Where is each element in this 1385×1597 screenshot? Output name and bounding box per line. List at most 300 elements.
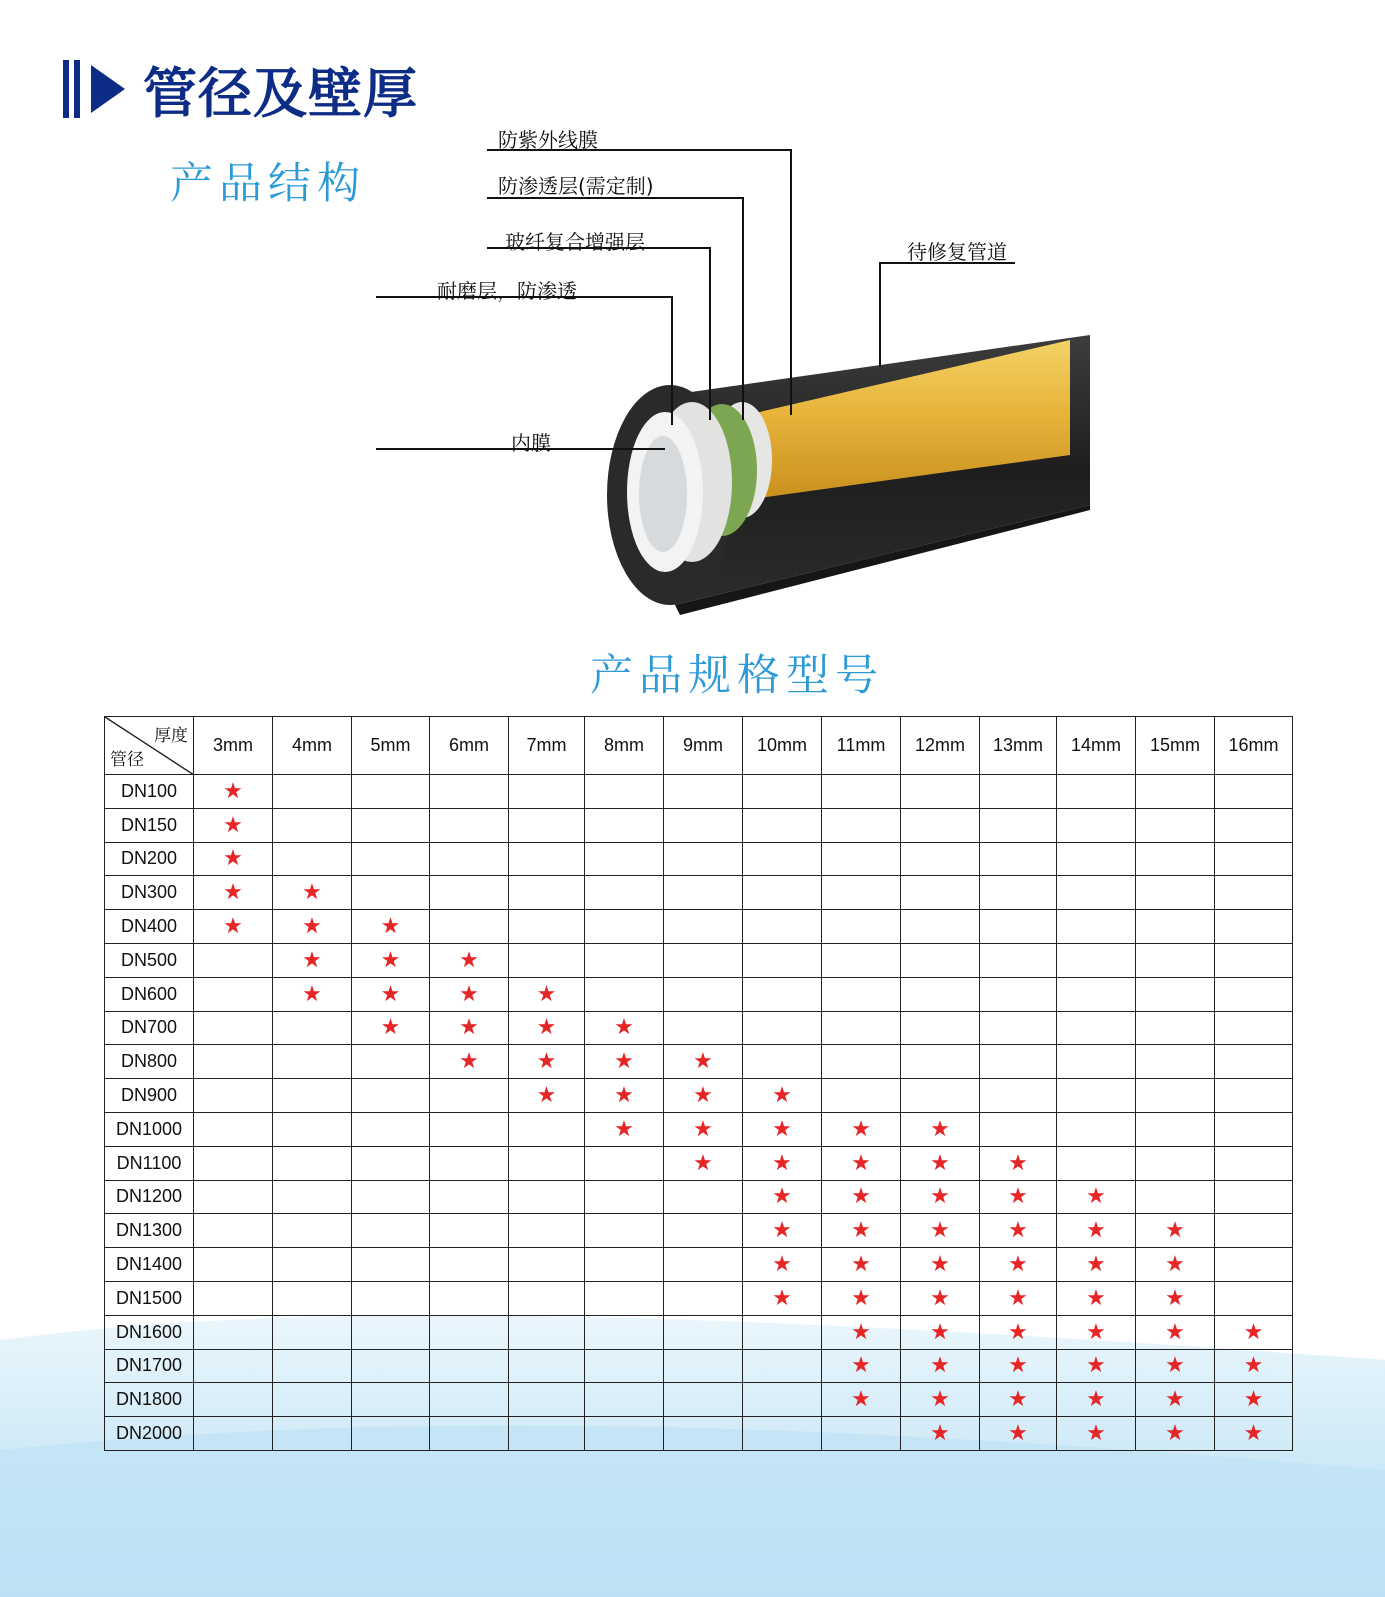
star-icon: ★	[1008, 1318, 1028, 1344]
spec-cell	[980, 1383, 1057, 1417]
spec-cell	[901, 842, 980, 876]
spec-cell	[509, 1248, 585, 1282]
row-header-diameter: DN1700	[105, 1349, 194, 1383]
table-body	[105, 775, 1293, 1451]
spec-cell	[352, 808, 430, 842]
spec-cell	[1057, 1417, 1136, 1451]
spec-cell	[352, 977, 430, 1011]
spec-cell	[901, 1349, 980, 1383]
spec-cell	[585, 1112, 664, 1146]
star-icon: ★	[930, 1115, 950, 1141]
star-icon: ★	[223, 845, 243, 871]
spec-cell	[352, 842, 430, 876]
spec-cell	[194, 1180, 273, 1214]
spec-cell	[585, 842, 664, 876]
star-icon: ★	[1165, 1251, 1185, 1277]
table-row	[105, 1214, 1293, 1248]
star-icon: ★	[930, 1386, 950, 1412]
play-arrow-icon	[91, 65, 125, 113]
spec-cell	[980, 775, 1057, 809]
column-header: 15mm	[1136, 717, 1215, 775]
star-icon: ★	[536, 1014, 557, 1040]
spec-cell	[430, 1214, 509, 1248]
spec-cell	[352, 1146, 430, 1180]
star-icon: ★	[1008, 1217, 1028, 1243]
spec-cell	[743, 1417, 822, 1451]
star-icon: ★	[851, 1352, 871, 1378]
star-icon: ★	[614, 1048, 634, 1074]
spec-cell	[585, 1349, 664, 1383]
star-icon: ★	[772, 1251, 792, 1277]
star-icon: ★	[1243, 1420, 1264, 1446]
spec-cell	[1057, 1248, 1136, 1282]
spec-cell	[352, 1281, 430, 1315]
spec-cell	[743, 1248, 822, 1282]
label-uv-film: 防紫外线膜	[498, 128, 598, 152]
spec-cell	[822, 910, 901, 944]
table-row	[105, 1146, 1293, 1180]
label-wear-layer: 耐磨层，防渗透	[437, 279, 577, 303]
spec-cell	[822, 1248, 901, 1282]
star-icon: ★	[1086, 1251, 1106, 1277]
spec-cell	[664, 1248, 743, 1282]
star-icon: ★	[1086, 1217, 1106, 1243]
spec-cell	[273, 775, 352, 809]
spec-cell	[430, 1315, 509, 1349]
corner-label-diameter: 管径	[110, 750, 144, 770]
spec-cell	[509, 1214, 585, 1248]
pipe-bore	[639, 436, 687, 552]
spec-cell	[980, 1079, 1057, 1113]
star-icon: ★	[223, 777, 243, 803]
star-icon: ★	[772, 1149, 792, 1175]
header-bar-left	[63, 60, 69, 118]
spec-cell	[509, 842, 585, 876]
column-header: 8mm	[585, 717, 664, 775]
spec-cell	[1136, 1315, 1215, 1349]
spec-cell	[352, 1011, 430, 1045]
row-header-diameter: DN2000	[105, 1417, 194, 1451]
spec-cell	[664, 775, 743, 809]
star-icon: ★	[1008, 1352, 1028, 1378]
spec-cell	[901, 1214, 980, 1248]
spec-cell	[509, 1315, 585, 1349]
star-icon: ★	[614, 1014, 634, 1040]
spec-cell	[822, 1079, 901, 1113]
spec-cell	[585, 1315, 664, 1349]
spec-cell	[273, 1011, 352, 1045]
spec-cell	[664, 1383, 743, 1417]
spec-cell	[901, 876, 980, 910]
spec-cell	[1215, 1281, 1293, 1315]
column-header: 16mm	[1215, 717, 1293, 775]
spec-cell	[352, 910, 430, 944]
spec-cell	[1057, 1146, 1136, 1180]
spec-cell	[1057, 1045, 1136, 1079]
spec-cell	[980, 1146, 1057, 1180]
table-row	[105, 1011, 1293, 1045]
spec-cell	[664, 1214, 743, 1248]
spec-cell	[352, 1045, 430, 1079]
spec-cell	[194, 1214, 273, 1248]
spec-cell	[273, 943, 352, 977]
spec-cell	[430, 1146, 509, 1180]
star-icon: ★	[1165, 1318, 1185, 1344]
row-header-diameter: DN700	[105, 1011, 194, 1045]
star-icon: ★	[459, 980, 479, 1006]
spec-cell	[822, 1045, 901, 1079]
table-row	[105, 1349, 1293, 1383]
spec-cell	[980, 1248, 1057, 1282]
spec-cell	[273, 1214, 352, 1248]
spec-cell	[1215, 1248, 1293, 1282]
star-icon: ★	[536, 1048, 557, 1074]
spec-cell	[664, 1315, 743, 1349]
spec-cell	[1136, 1417, 1215, 1451]
table-row	[105, 808, 1293, 842]
star-icon: ★	[302, 946, 322, 972]
spec-cell	[980, 1214, 1057, 1248]
table-row	[105, 1281, 1293, 1315]
spec-cell	[194, 1146, 273, 1180]
star-icon: ★	[1086, 1420, 1106, 1446]
column-header: 5mm	[352, 717, 430, 775]
row-header-diameter: DN1600	[105, 1315, 194, 1349]
spec-cell	[585, 1079, 664, 1113]
spec-cell	[1136, 1281, 1215, 1315]
spec-cell	[194, 1248, 273, 1282]
column-header: 4mm	[273, 717, 352, 775]
star-icon: ★	[1243, 1386, 1264, 1412]
spec-cell	[743, 1079, 822, 1113]
spec-cell	[980, 1315, 1057, 1349]
spec-cell	[194, 943, 273, 977]
spec-cell	[1136, 1079, 1215, 1113]
spec-cell	[1215, 808, 1293, 842]
spec-cell	[194, 910, 273, 944]
header-bar-right	[74, 60, 80, 118]
spec-cell	[430, 1079, 509, 1113]
spec-cell	[1215, 1417, 1293, 1451]
spec-cell	[430, 808, 509, 842]
spec-cell	[194, 977, 273, 1011]
spec-cell	[1057, 1281, 1136, 1315]
spec-cell	[743, 910, 822, 944]
spec-cell	[430, 876, 509, 910]
spec-cell	[430, 977, 509, 1011]
spec-cell	[743, 1315, 822, 1349]
spec-cell	[822, 1417, 901, 1451]
star-icon: ★	[223, 913, 243, 939]
spec-cell	[352, 1079, 430, 1113]
spec-cell	[273, 1315, 352, 1349]
spec-cell	[980, 1281, 1057, 1315]
spec-cell	[1215, 1383, 1293, 1417]
star-icon: ★	[930, 1217, 950, 1243]
star-icon: ★	[772, 1284, 792, 1310]
spec-cell	[1057, 1349, 1136, 1383]
spec-cell	[901, 1180, 980, 1214]
label-glass-fiber-layer: 玻纤复合增强层	[505, 230, 645, 254]
star-icon: ★	[851, 1386, 871, 1412]
spec-cell	[194, 1349, 273, 1383]
spec-cell	[822, 842, 901, 876]
table-row	[105, 1315, 1293, 1349]
spec-cell	[585, 943, 664, 977]
spec-cell	[664, 808, 743, 842]
spec-cell	[901, 1383, 980, 1417]
label-host-pipe: 待修复管道	[907, 240, 1007, 264]
spec-cell	[509, 775, 585, 809]
spec-cell	[664, 943, 743, 977]
spec-cell	[430, 1349, 509, 1383]
spec-cell	[273, 1248, 352, 1282]
spec-cell	[743, 808, 822, 842]
spec-cell	[1215, 1349, 1293, 1383]
spec-cell	[664, 1146, 743, 1180]
spec-cell	[822, 943, 901, 977]
star-icon: ★	[1086, 1284, 1106, 1310]
column-header: 13mm	[980, 717, 1057, 775]
spec-cell	[1136, 910, 1215, 944]
spec-cell	[1057, 1011, 1136, 1045]
spec-cell	[1136, 808, 1215, 842]
spec-cell	[509, 1045, 585, 1079]
star-icon: ★	[772, 1217, 792, 1243]
spec-cell	[273, 876, 352, 910]
spec-cell	[585, 1383, 664, 1417]
spec-cell	[509, 1383, 585, 1417]
spec-cell	[664, 977, 743, 1011]
spec-cell	[585, 1214, 664, 1248]
star-icon: ★	[930, 1318, 950, 1344]
star-icon: ★	[1165, 1386, 1185, 1412]
row-header-diameter: DN1300	[105, 1214, 194, 1248]
star-icon: ★	[930, 1183, 950, 1209]
spec-cell	[509, 876, 585, 910]
spec-cell	[1215, 943, 1293, 977]
column-header: 11mm	[822, 717, 901, 775]
spec-cell	[901, 1248, 980, 1282]
page-header	[63, 58, 418, 125]
spec-cell	[352, 1417, 430, 1451]
spec-cell	[585, 910, 664, 944]
spec-cell	[901, 1045, 980, 1079]
row-header-diameter: DN1000	[105, 1112, 194, 1146]
spec-cell	[273, 1180, 352, 1214]
star-icon: ★	[772, 1082, 792, 1108]
column-header: 6mm	[430, 717, 509, 775]
spec-cell	[585, 1180, 664, 1214]
spec-cell	[430, 1417, 509, 1451]
spec-cell	[585, 1146, 664, 1180]
spec-cell	[352, 1112, 430, 1146]
row-header-diameter: DN400	[105, 910, 194, 944]
spec-cell	[194, 1079, 273, 1113]
column-header: 10mm	[743, 717, 822, 775]
spec-cell	[273, 1417, 352, 1451]
table-row	[105, 910, 1293, 944]
star-icon: ★	[614, 1082, 634, 1108]
spec-cell	[1215, 775, 1293, 809]
spec-cell	[1057, 1180, 1136, 1214]
spec-cell	[901, 1146, 980, 1180]
spec-cell	[273, 1383, 352, 1417]
column-header: 3mm	[194, 717, 273, 775]
spec-cell	[1136, 1045, 1215, 1079]
star-icon: ★	[459, 1048, 479, 1074]
spec-cell	[509, 1281, 585, 1315]
spec-cell	[273, 1079, 352, 1113]
star-icon: ★	[380, 1014, 401, 1040]
spec-cell	[1136, 1011, 1215, 1045]
spec-cell	[194, 775, 273, 809]
spec-cell	[980, 1112, 1057, 1146]
label-inner-film: 内膜	[511, 431, 551, 455]
row-header-diameter: DN1800	[105, 1383, 194, 1417]
spec-cell	[1136, 1214, 1215, 1248]
spec-cell	[1215, 1112, 1293, 1146]
star-icon: ★	[380, 946, 401, 972]
spec-cell	[743, 977, 822, 1011]
spec-cell	[901, 1112, 980, 1146]
spec-cell	[509, 943, 585, 977]
spec-cell	[664, 1281, 743, 1315]
spec-cell	[743, 943, 822, 977]
row-header-diameter: DN150	[105, 808, 194, 842]
spec-cell	[822, 876, 901, 910]
spec-cell	[1057, 1383, 1136, 1417]
spec-cell	[743, 1045, 822, 1079]
column-header: 14mm	[1057, 717, 1136, 775]
star-icon: ★	[1086, 1386, 1106, 1412]
spec-cell	[1136, 1349, 1215, 1383]
spec-cell	[901, 1417, 980, 1451]
row-header-diameter: DN300	[105, 876, 194, 910]
spec-cell	[822, 1011, 901, 1045]
spec-cell	[980, 808, 1057, 842]
spec-cell	[1215, 1214, 1293, 1248]
spec-cell	[194, 1011, 273, 1045]
structure-section-title: 产品结构	[170, 159, 366, 209]
spec-cell	[1136, 775, 1215, 809]
page-title: 管径及壁厚	[143, 61, 418, 125]
spec-cell	[743, 1281, 822, 1315]
spec-cell	[743, 1112, 822, 1146]
spec-cell	[194, 1045, 273, 1079]
spec-cell	[980, 1417, 1057, 1451]
spec-cell	[822, 977, 901, 1011]
spec-cell	[822, 808, 901, 842]
spec-cell	[743, 775, 822, 809]
star-icon: ★	[1008, 1183, 1028, 1209]
spec-section-title: 产品规格型号	[590, 651, 884, 701]
spec-cell	[352, 943, 430, 977]
star-icon: ★	[459, 946, 479, 972]
spec-cell	[273, 808, 352, 842]
star-icon: ★	[302, 913, 322, 939]
spec-cell	[822, 775, 901, 809]
spec-cell	[194, 1112, 273, 1146]
spec-cell	[1215, 1180, 1293, 1214]
spec-cell	[585, 1045, 664, 1079]
table-row	[105, 943, 1293, 977]
star-icon: ★	[223, 811, 243, 837]
spec-cell	[430, 1112, 509, 1146]
label-anti-seep-layer: 防渗透层(需定制)	[498, 174, 654, 198]
star-icon: ★	[851, 1149, 871, 1175]
star-icon: ★	[302, 879, 322, 905]
spec-cell	[664, 910, 743, 944]
spec-cell	[1215, 1045, 1293, 1079]
row-header-diameter: DN600	[105, 977, 194, 1011]
star-icon: ★	[1165, 1420, 1185, 1446]
table-row	[105, 842, 1293, 876]
spec-cell	[743, 1214, 822, 1248]
spec-cell	[1057, 1112, 1136, 1146]
spec-cell	[901, 1281, 980, 1315]
spec-cell	[585, 1417, 664, 1451]
star-icon: ★	[459, 1014, 479, 1040]
row-header-diameter: DN1100	[105, 1146, 194, 1180]
spec-cell	[194, 1383, 273, 1417]
spec-cell	[352, 1248, 430, 1282]
spec-cell	[509, 1180, 585, 1214]
spec-cell	[1136, 1146, 1215, 1180]
spec-cell	[1215, 876, 1293, 910]
table-corner-cell	[105, 717, 194, 775]
spec-cell	[664, 842, 743, 876]
spec-cell	[509, 1417, 585, 1451]
spec-cell	[1057, 943, 1136, 977]
spec-cell	[1215, 1079, 1293, 1113]
spec-cell	[430, 1281, 509, 1315]
spec-cell	[980, 943, 1057, 977]
spec-cell	[743, 1180, 822, 1214]
spec-cell	[1136, 842, 1215, 876]
spec-cell	[430, 1180, 509, 1214]
spec-cell	[901, 775, 980, 809]
spec-cell	[273, 842, 352, 876]
star-icon: ★	[930, 1420, 950, 1446]
star-icon: ★	[693, 1048, 713, 1074]
spec-cell	[194, 842, 273, 876]
spec-cell	[1215, 977, 1293, 1011]
spec-cell	[1215, 1146, 1293, 1180]
spec-cell	[901, 943, 980, 977]
spec-cell	[1136, 876, 1215, 910]
spec-cell	[585, 808, 664, 842]
table-row	[105, 1383, 1293, 1417]
spec-cell	[1136, 943, 1215, 977]
star-icon: ★	[536, 980, 557, 1006]
table-row	[105, 1180, 1293, 1214]
spec-cell	[352, 1349, 430, 1383]
row-header-diameter: DN900	[105, 1079, 194, 1113]
spec-cell	[352, 775, 430, 809]
star-icon: ★	[1008, 1149, 1028, 1175]
star-icon: ★	[693, 1082, 713, 1108]
spec-cell	[980, 1180, 1057, 1214]
spec-cell	[1136, 1112, 1215, 1146]
spec-cell	[1057, 808, 1136, 842]
spec-cell	[352, 1180, 430, 1214]
star-icon: ★	[380, 913, 401, 939]
star-icon: ★	[851, 1318, 871, 1344]
star-icon: ★	[851, 1115, 871, 1141]
spec-cell	[352, 876, 430, 910]
spec-cell	[1215, 1315, 1293, 1349]
